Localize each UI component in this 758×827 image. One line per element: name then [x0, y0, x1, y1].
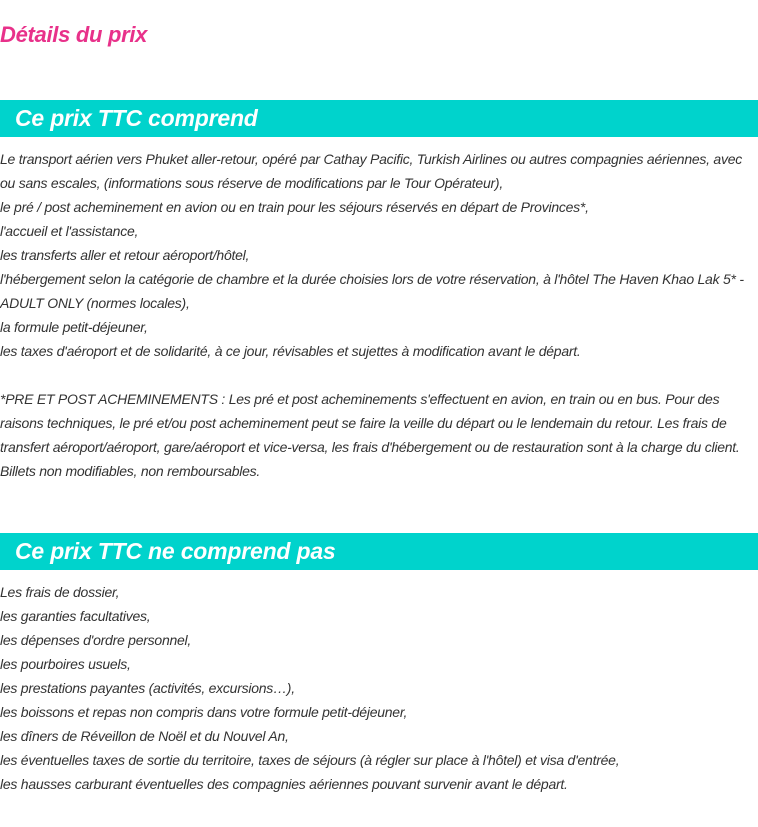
excluded-list — [0, 580, 758, 796]
list-item: Les frais de dossier, — [0, 584, 120, 600]
list-item: les transferts aller et retour aéroport/hôtel, — [0, 247, 250, 263]
list-item: les pourboires usuels, — [0, 656, 131, 672]
list-item: le pré / post acheminement en avion ou en train pour les séjours réservés en départ de Provinces*, — [0, 199, 589, 215]
list-item: les boissons et repas non compris dans votre formule petit-déjeuner, — [0, 704, 408, 720]
list-item: les taxes d'aéroport et de solidarité, à ce jour, révisables et sujettes à modification avant le départ. — [0, 343, 581, 359]
list-item: les garanties facultatives, — [0, 608, 151, 624]
list-item: les dîners de Réveillon de Noël et du Nouvel An, — [0, 728, 289, 744]
list-item: les hausses carburant éventuelles des compagnies aériennes pouvant survenir avant le départ. — [0, 776, 568, 792]
list-item: l'hébergement selon la catégorie de chambre et la durée choisies lors de votre réservation, à l'hôtel The Haven Khao Lak 5* - ADULT ONLY (normes locales), — [0, 271, 744, 311]
list-item: les dépenses d'ordre personnel, — [0, 632, 192, 648]
list-item: l'accueil et l'assistance, — [0, 223, 139, 239]
excluded-section-header: Ce prix TTC ne comprend pas — [0, 533, 758, 570]
list-item: Le transport aérien vers Phuket aller-retour, opéré par Cathay Pacific, Turkish Airlines ou autres compagnies aériennes, avec ou sans escales, (informations sous réserve de modifications par le Tour Opérateur), — [0, 151, 742, 191]
list-item: les éventuelles taxes de sortie du territoire, taxes de séjours (à régler sur place à l'hôtel) et visa d'entrée, — [0, 752, 620, 768]
note-text: *PRE ET POST ACHEMINEMENTS : Les pré et post acheminements s'effectuent en avion, en train ou en bus. Pour des raisons techniques, le pré et/ou post acheminement peut se faire la veille du départ ou le lendemain du retour. Les frais de transfert aéroport/aéroport, gare/aéroport et vice-versa, les frais d'hébergement ou de restauration sont à la charge du client. Billets non modifiables, non remboursables. — [0, 391, 740, 479]
list-item: les prestations payantes (activités, excursions…), — [0, 680, 295, 696]
page-title: Détails du prix — [0, 22, 148, 47]
included-section-header: Ce prix TTC comprend — [0, 100, 758, 137]
included-list — [0, 147, 758, 363]
list-item: la formule petit-déjeuner, — [0, 319, 148, 335]
acheminement-note — [0, 387, 758, 483]
